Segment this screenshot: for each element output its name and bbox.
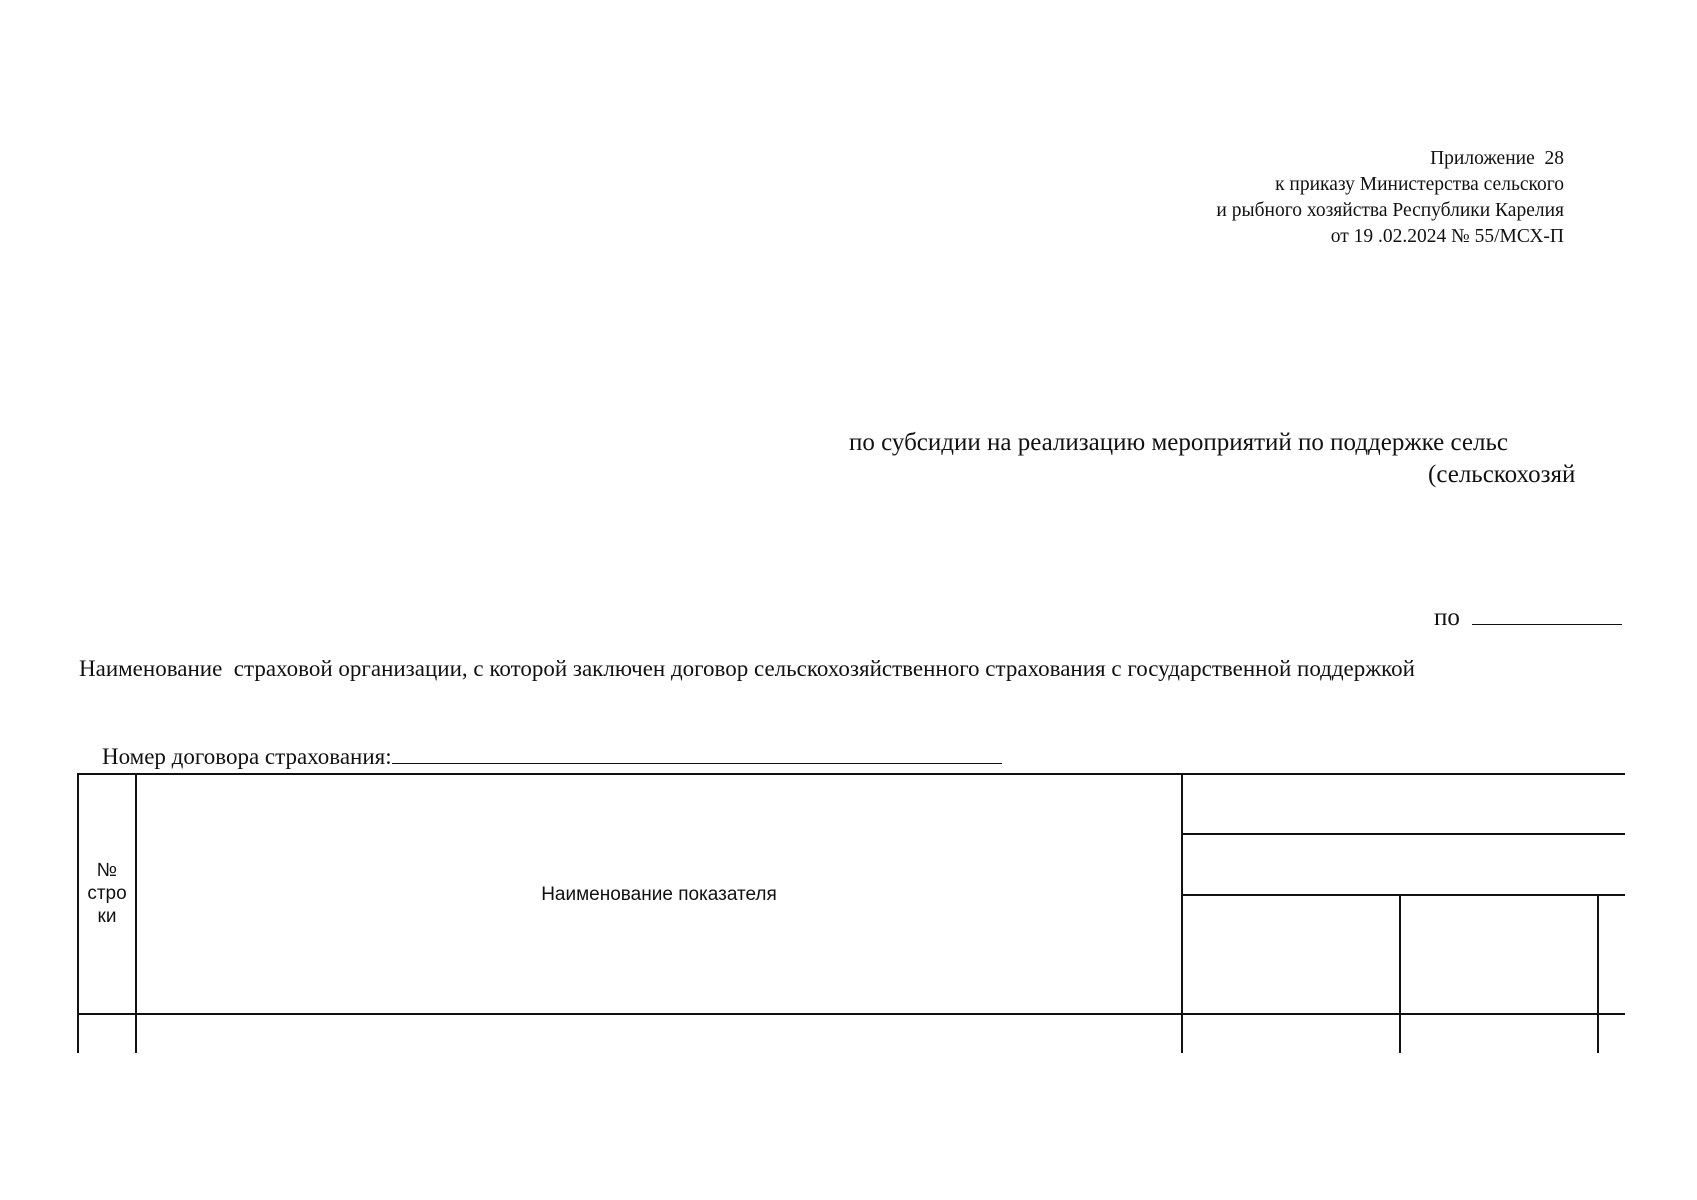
period-label: по [1434, 604, 1460, 631]
table-header-subline-1 [1181, 833, 1625, 835]
report-subtitle-line-2: (сельскохозяй [1428, 461, 1576, 488]
contract-number-label: Номер договора страхования: [102, 744, 392, 769]
table-col-divider-3 [1399, 894, 1401, 1053]
row-number-header-line-3: ки [97, 906, 117, 927]
indicator-table [77, 773, 1625, 1053]
row-number-header-line-2: стро [87, 883, 127, 904]
row-number-header-line-1: № [96, 860, 118, 881]
table-col-divider-2 [1181, 773, 1183, 1053]
table-header-subline-2 [1181, 894, 1625, 896]
insurer-name-label: Наименование страховой организации, с которой заключен договор сельскохозяйственного страхования с государственной поддержкой [79, 656, 1415, 681]
table-header-bottom-border [77, 1013, 1625, 1015]
appendix-number: Приложение 28 [1430, 148, 1564, 169]
contract-number-blank-field[interactable] [392, 741, 1002, 764]
appendix-order-line: к приказу Министерства сельского [1275, 174, 1564, 195]
appendix-ministry-line: и рыбного хозяйства Республики Карелия [1216, 200, 1564, 221]
period-blank-field[interactable] [1472, 602, 1622, 625]
report-period [1409, 572, 1622, 663]
table-top-border [77, 773, 1625, 775]
appendix-date-line: от 19 .02.2024 № 55/МСХ-П [1330, 226, 1564, 247]
indicator-name-header: Наименование показателя [541, 884, 777, 905]
report-subtitle-line-1: по субсидии на реализацию мероприятий по поддержке сельс [849, 429, 1508, 456]
table-col-divider-4 [1597, 894, 1599, 1053]
table-col-divider-1 [135, 773, 137, 1053]
row-number-header [79, 859, 135, 928]
